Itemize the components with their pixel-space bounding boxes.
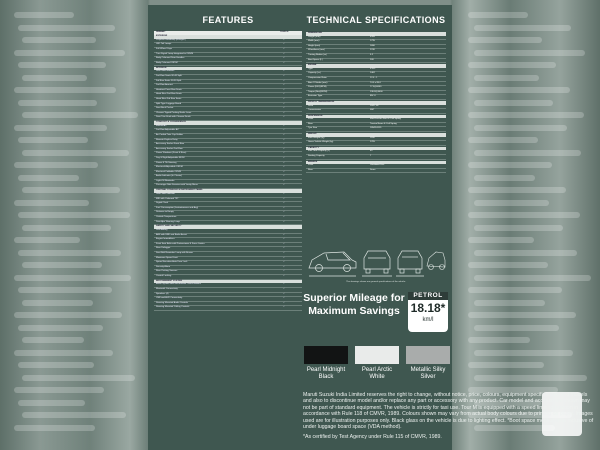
feature-availability: ✓ bbox=[283, 202, 285, 205]
blurred-line bbox=[18, 100, 97, 106]
feature-availability: ✓ bbox=[283, 261, 285, 264]
spec-row bbox=[306, 141, 446, 146]
blurred-line bbox=[474, 350, 573, 356]
swatch-chip bbox=[304, 346, 348, 364]
feature-name: Door Ajar Warning Lamp bbox=[156, 220, 180, 223]
spec-value: 45 bbox=[370, 150, 373, 153]
feature-availability: ✓ bbox=[283, 138, 285, 141]
blurred-line bbox=[18, 212, 130, 218]
blurred-line bbox=[14, 425, 95, 431]
feature-row bbox=[154, 116, 302, 121]
spec-name: Type bbox=[308, 67, 313, 70]
blurred-line bbox=[468, 87, 570, 93]
blurred-line bbox=[468, 262, 548, 268]
mileage-value: 18.18* bbox=[410, 301, 446, 315]
rear-view-drawing bbox=[396, 251, 424, 276]
swatch-label-line1: Metallic Silky bbox=[410, 367, 446, 373]
feature-name: ABS with EBD and Brake Assist bbox=[156, 233, 187, 236]
feature-availability: ✓ bbox=[283, 84, 285, 87]
feature-availability: ✓ bbox=[283, 161, 285, 164]
feature-availability: ✓ bbox=[283, 274, 285, 277]
feature-availability: ✓ bbox=[283, 179, 285, 182]
blurred-line bbox=[468, 112, 584, 118]
feature-availability: ✓ bbox=[283, 102, 285, 105]
swatch-label bbox=[406, 367, 450, 381]
spec-row bbox=[306, 169, 446, 174]
feature-availability: ✓ bbox=[283, 70, 285, 73]
spec-value: Ventilated Disc bbox=[370, 164, 385, 167]
spec-value: 1690 bbox=[370, 44, 375, 47]
blurred-line bbox=[474, 200, 549, 206]
feature-availability: ✓ bbox=[283, 215, 285, 218]
blurred-line bbox=[468, 137, 538, 143]
feature-availability: ✓ bbox=[283, 301, 285, 304]
feature-availability: ✓ bbox=[283, 52, 285, 55]
blurred-line bbox=[14, 125, 107, 131]
spec-value: 1180 bbox=[370, 136, 375, 139]
mileage-unit: km/l bbox=[422, 317, 434, 323]
fuel-type-label: PETROL bbox=[408, 292, 448, 300]
feature-availability: ✓ bbox=[283, 175, 285, 178]
spec-row bbox=[306, 155, 446, 160]
feature-availability: ✓ bbox=[283, 124, 285, 127]
swatch-chip bbox=[355, 346, 399, 364]
blurred-line bbox=[474, 50, 585, 56]
feature-availability: ✓ bbox=[283, 88, 285, 91]
spec-section-title: DRIVE & TRANSMISSION bbox=[306, 101, 446, 105]
swatch-label-line1: Pearl Midnight bbox=[306, 367, 346, 373]
disclaimer-text: Maruti Suzuki India Limited reserves the right to change, without notice, price, colours, equipment specifications and models and also to discontinue model and/or replace any part or accessory with any product. Car model and accessories shown may not be part of standard equipment. The vehicle is strictly for taxi use. Tour M is equipped with a speed limiting function in accordance with Rule 118 of CMVR, 1989. Colours shown may vary from actual body colours due to printing on paper. Images used are for illustration purposes only. Black glass on the vehicle is due to lighting effect. *Boot space mentioned is inclusive of under luggage board space (VDA method). bbox=[303, 392, 594, 431]
blurred-line bbox=[18, 137, 88, 143]
feature-name: Power & Tilt Steering bbox=[156, 161, 177, 164]
blurred-line bbox=[474, 250, 577, 256]
certification-footnote: *As certified by Test Agency under Rule 115 of CMVR, 1989. bbox=[303, 434, 442, 440]
spec-section-title: ENGINE bbox=[306, 64, 446, 68]
feature-availability: ✓ bbox=[283, 48, 285, 51]
feature-name: Body Coloured Door Handles bbox=[156, 57, 185, 60]
feature-name: Seat Belt Reminder Lamp with Buzzer bbox=[156, 251, 193, 254]
spec-name: Rear bbox=[308, 168, 313, 171]
feature-availability: ✓ bbox=[283, 233, 285, 236]
spec-value: 1462 bbox=[370, 72, 375, 75]
feature-name: Chrome Tipped Parking Brake Lever bbox=[156, 111, 192, 114]
spec-name: Power (kW@RPM) bbox=[308, 86, 327, 89]
swatch-label-line1: Pearl Arctic bbox=[361, 367, 393, 373]
tour-m-header: TOUR M bbox=[279, 31, 289, 34]
vehicle-dimension-drawings bbox=[306, 238, 446, 280]
feature-name: 2nd Row Armrest bbox=[156, 84, 173, 87]
feature-name: Turn Signal Lamp Integrated in ORVM bbox=[156, 52, 194, 55]
blurred-line bbox=[14, 237, 80, 243]
feature-name: Head Rest 2nd Row Seats bbox=[156, 93, 182, 96]
spec-value: MacPherson Strut & Coil Spring bbox=[370, 118, 401, 121]
swatch-label bbox=[304, 367, 348, 381]
blurred-line bbox=[14, 312, 122, 318]
blurred-line bbox=[474, 275, 591, 281]
spec-name: Height (mm) bbox=[308, 44, 321, 47]
feature-name: Steering Mounted Audio Controls bbox=[156, 301, 189, 304]
feature-row bbox=[154, 62, 302, 67]
spec-name: Emission Type bbox=[308, 95, 323, 98]
spec-value: 12.0 : 1 bbox=[370, 76, 378, 79]
blurred-line bbox=[18, 175, 79, 181]
feature-name: Body Coloured ORVM bbox=[156, 61, 178, 64]
features-section-title: SAFETY AND SECURITY bbox=[154, 225, 302, 229]
blurred-line bbox=[18, 325, 103, 331]
tech-specs-table bbox=[306, 31, 446, 173]
features-table-header bbox=[154, 31, 302, 35]
feature-name: Bluetooth Connectivity bbox=[156, 288, 178, 291]
features-section-title: INTERIOR bbox=[154, 67, 302, 71]
spec-section-title: CAPACITY bbox=[306, 147, 446, 151]
feature-name: Digital Clock bbox=[156, 202, 169, 205]
feature-name: Remote Keyless Entry bbox=[156, 138, 178, 141]
features-table bbox=[154, 31, 302, 311]
spec-name: Kerb Weight (kg) bbox=[308, 136, 325, 139]
feature-availability: ✓ bbox=[283, 61, 285, 64]
blurred-line bbox=[22, 150, 129, 156]
blurred-line bbox=[468, 237, 534, 243]
features-section-title: INFOTAINMENT SYSTEM bbox=[154, 280, 302, 284]
blurred-line bbox=[468, 362, 544, 368]
feature-name: Power Windows (Front & Rear) bbox=[156, 152, 187, 155]
blurred-line bbox=[468, 187, 566, 193]
feature-availability: ✓ bbox=[283, 292, 285, 295]
blurred-line bbox=[474, 325, 559, 331]
feature-name: Seat Back Pocket bbox=[156, 107, 174, 110]
blurred-line bbox=[474, 225, 563, 231]
feature-name: 2nd Row Adjustable AC bbox=[156, 129, 179, 132]
blurred-line bbox=[474, 375, 587, 381]
feature-availability: ✓ bbox=[283, 156, 285, 159]
spec-section-title: BRAKES bbox=[306, 161, 446, 165]
feature-name: USB and AUX Connectivity bbox=[156, 297, 183, 300]
blurred-line bbox=[18, 62, 106, 68]
feature-availability: ✓ bbox=[283, 256, 285, 259]
feature-name: 2nd Row Seats 60:40 Split bbox=[156, 74, 182, 77]
feature-name: Rear Defogger bbox=[156, 247, 171, 250]
blurred-line bbox=[14, 87, 116, 93]
spec-name: Wheelbase (mm) bbox=[308, 49, 325, 52]
feature-availability: ✓ bbox=[283, 229, 285, 232]
feature-name: Projector Headlamp (Halogen) bbox=[156, 38, 186, 41]
spec-value: 7 bbox=[370, 155, 372, 158]
feature-name: Audio System with Electrostatic Touch Buttons bbox=[156, 283, 201, 286]
features-section-title: EXTERIOR bbox=[154, 35, 302, 39]
blurred-line bbox=[474, 175, 535, 181]
blurred-line bbox=[468, 12, 528, 18]
spec-value: 4395 bbox=[370, 35, 375, 38]
spec-value: Torsion Beam & Coil Spring bbox=[370, 122, 397, 125]
spec-name: Turning Radius (m) bbox=[308, 53, 327, 56]
blurred-line bbox=[18, 362, 94, 368]
blurred-left-margin bbox=[0, 0, 150, 450]
spec-name: Width (mm) bbox=[308, 40, 320, 43]
feature-availability: ✓ bbox=[283, 129, 285, 132]
feature-availability: ✓ bbox=[283, 238, 285, 241]
blurred-line bbox=[22, 300, 93, 306]
blurred-line bbox=[14, 12, 74, 18]
blurred-line bbox=[14, 387, 104, 393]
spec-row bbox=[306, 109, 446, 114]
swatch-chip bbox=[406, 346, 450, 364]
feature-name: Day & Night Adjustable IRVM bbox=[156, 156, 185, 159]
spec-name: Seating Capacity bbox=[308, 155, 325, 158]
features-section-title: COMFORT & CONVENIENCE bbox=[154, 121, 302, 125]
feature-name: Passenger Side Sunvisor with Vanity Mirror bbox=[156, 184, 198, 187]
blurred-line bbox=[14, 200, 89, 206]
feature-availability: ✓ bbox=[283, 116, 285, 119]
mileage-badge bbox=[408, 292, 448, 332]
swatch-label bbox=[355, 367, 399, 381]
side-view-drawing bbox=[309, 252, 356, 276]
feature-name: Headrest Front Row Seats bbox=[156, 88, 182, 91]
mileage-title bbox=[300, 292, 408, 318]
feature-name: Dual Tone Interiors bbox=[156, 70, 175, 73]
feature-name: Distance to Empty bbox=[156, 211, 174, 214]
blurred-line bbox=[22, 75, 87, 81]
feature-availability: ✓ bbox=[283, 166, 285, 169]
tech-specs-heading: TECHNICAL SPECIFICATIONS bbox=[306, 15, 446, 25]
blurred-line bbox=[22, 187, 120, 193]
feature-name: Air Cooled Twin Cup Holder bbox=[156, 133, 183, 136]
front-view-drawing bbox=[362, 251, 392, 276]
feature-name: Electrical Foldable ORVM bbox=[156, 170, 182, 173]
blurred-line bbox=[14, 350, 113, 356]
feature-availability: ✓ bbox=[283, 43, 285, 46]
feature-availability: ✓ bbox=[283, 270, 285, 273]
spec-name: Rear bbox=[308, 122, 313, 125]
spec-name: Length (mm) bbox=[308, 35, 321, 38]
spec-name: Compression Ratio bbox=[308, 76, 327, 79]
blurred-line bbox=[468, 287, 562, 293]
feature-availability: ✓ bbox=[283, 242, 285, 245]
feature-name: Head Rest 3rd Row Seats bbox=[156, 97, 182, 100]
feature-name: Accessory Socket Front Row bbox=[156, 143, 185, 146]
spec-name: Boot Space (L) bbox=[308, 58, 323, 61]
feature-name: Fuel Consumption (Instantaneous and Avg) bbox=[156, 206, 199, 209]
spec-value: 74.0 x 85.0 bbox=[370, 81, 381, 84]
feature-availability: ✓ bbox=[283, 306, 285, 309]
feature-name: Accessory Socket 2nd Row bbox=[156, 147, 183, 150]
feature-name: Maximum Speed Limit bbox=[156, 256, 178, 259]
feature-name: 3rd Row Seats 50:50 Split bbox=[156, 79, 182, 82]
blurred-line bbox=[18, 287, 112, 293]
colour-swatch-white bbox=[355, 346, 399, 381]
feature-availability: ✓ bbox=[283, 211, 285, 214]
blurred-line bbox=[468, 312, 576, 318]
feature-availability: ✓ bbox=[283, 197, 285, 200]
blurred-line bbox=[22, 37, 96, 43]
blurred-line bbox=[474, 150, 581, 156]
blurred-line bbox=[474, 100, 553, 106]
feature-availability: ✓ bbox=[283, 220, 285, 223]
blurred-line bbox=[468, 337, 530, 343]
feature-availability: ✓ bbox=[283, 283, 285, 286]
feature-availability: ✓ bbox=[283, 184, 285, 187]
feature-name: Dual Airbag bbox=[156, 229, 168, 232]
feature-availability: ✓ bbox=[283, 147, 285, 150]
feature-name: Speed Sensitive Auto Door Lock bbox=[156, 261, 188, 264]
spec-value: 185/65 R15 bbox=[370, 127, 382, 130]
feature-availability: ✓ bbox=[283, 206, 285, 209]
spec-section-title: DIMENSIONS bbox=[306, 32, 446, 36]
feature-row bbox=[154, 275, 302, 280]
spec-name: Front bbox=[308, 164, 314, 167]
blurred-line bbox=[474, 125, 567, 131]
feature-availability: ✓ bbox=[283, 111, 285, 114]
spec-value: 1735 bbox=[370, 40, 375, 43]
swatch-label-line2: Black bbox=[318, 374, 334, 380]
spec-section-title: SUSPENSION bbox=[306, 115, 446, 119]
blurred-right-margin bbox=[450, 0, 600, 450]
spec-value: 2740 bbox=[370, 49, 375, 52]
drawing-note: The drawings shown are general specifications of the vehicle. bbox=[346, 281, 406, 283]
feature-name: Light-Off Reminder bbox=[156, 179, 175, 182]
feature-name: Gear Shift Indicator bbox=[156, 192, 175, 195]
feature-availability: ✓ bbox=[283, 251, 285, 254]
feature-availability: ✓ bbox=[283, 93, 285, 96]
feature-availability: ✓ bbox=[283, 288, 285, 291]
spec-row bbox=[306, 127, 446, 132]
blurred-line bbox=[14, 275, 131, 281]
blurred-line bbox=[18, 400, 85, 406]
feature-name: LED Tail Lamps bbox=[156, 43, 172, 46]
variant-header: VARIANT bbox=[156, 31, 166, 34]
spec-name: Transmission bbox=[308, 109, 321, 112]
blurred-line bbox=[22, 375, 135, 381]
feature-availability: ✓ bbox=[283, 79, 285, 82]
colour-swatch-silver bbox=[406, 346, 450, 381]
spec-name: Tyre Size bbox=[308, 127, 318, 130]
feature-name: Door Trim Knob with Chrome Finish bbox=[156, 116, 191, 119]
feature-availability: ✓ bbox=[283, 107, 285, 110]
mileage-title-line2: Maximum Savings bbox=[308, 305, 400, 317]
blurred-line bbox=[474, 75, 539, 81]
spec-name: Gross Vehicle Weight (kg) bbox=[308, 141, 334, 144]
spec-name: Torque (Nm@RPM) bbox=[308, 90, 328, 93]
feature-availability: ✓ bbox=[283, 192, 285, 195]
spec-value: 1765 bbox=[370, 141, 375, 144]
feature-name: Central Locking bbox=[156, 274, 172, 277]
spec-value: 5MT bbox=[370, 109, 375, 112]
three-quarter-view-drawing bbox=[427, 252, 445, 270]
feature-name: Steering Mounted Calling Controls bbox=[156, 306, 190, 309]
feature-availability: ✓ bbox=[283, 152, 285, 155]
blurred-line bbox=[14, 162, 98, 168]
swatch-label-line2: White bbox=[369, 374, 385, 380]
features-section-title: CENTRAL CONSOLE & INSTRUMENT PANEL bbox=[154, 189, 302, 193]
mileage-title-line1: Superior Mileage for bbox=[303, 292, 405, 304]
spec-row bbox=[306, 59, 446, 64]
blurred-line bbox=[474, 300, 545, 306]
feature-availability: ✓ bbox=[283, 247, 285, 250]
feature-availability: ✓ bbox=[283, 97, 285, 100]
spec-name: Front bbox=[308, 118, 314, 121]
features-heading: FEATURES bbox=[202, 15, 254, 25]
feature-name: Audio Indicator (In Cluster) bbox=[156, 175, 183, 178]
spec-name: Fuel Tank Capacity (L) bbox=[308, 150, 330, 153]
blurred-line bbox=[22, 112, 138, 118]
feature-availability: ✓ bbox=[283, 265, 285, 268]
spec-value: 136.8@4400 bbox=[370, 90, 383, 93]
spec-value: BS VI bbox=[370, 95, 376, 98]
blurred-line bbox=[14, 50, 125, 56]
colour-swatch-black bbox=[304, 346, 348, 381]
spec-row bbox=[306, 95, 446, 100]
feature-name: Electrical Adjustable ORVM bbox=[156, 166, 183, 169]
blurred-line bbox=[18, 250, 121, 256]
blurred-line bbox=[18, 25, 115, 31]
spec-value: 2WD, FF bbox=[370, 104, 379, 107]
spec-value: Drum bbox=[370, 168, 376, 171]
spec-value: 77.0@6000 bbox=[370, 86, 382, 89]
spec-value: 5.2 bbox=[370, 53, 374, 56]
feature-name: MID with Coloured TFT bbox=[156, 197, 179, 200]
blurred-line bbox=[474, 25, 571, 31]
feature-name: Full Wheel Caps bbox=[156, 48, 173, 51]
feature-availability: ✓ bbox=[283, 297, 285, 300]
feature-availability: ✓ bbox=[283, 74, 285, 77]
spec-value: 209 bbox=[370, 58, 374, 61]
feature-name: Engine Immobilizer bbox=[156, 238, 175, 241]
blurred-line bbox=[22, 412, 126, 418]
feature-row bbox=[154, 306, 302, 311]
blurred-line bbox=[468, 162, 552, 168]
feature-availability: ✓ bbox=[283, 143, 285, 146]
feature-availability: ✓ bbox=[283, 133, 285, 136]
feature-name: Split Type Luggage Board bbox=[156, 102, 182, 105]
feature-name: Outside Temperature bbox=[156, 215, 177, 218]
feature-name: Rear Parking Sensors bbox=[156, 270, 178, 273]
feature-name: Manual AC bbox=[156, 124, 167, 127]
blurred-line bbox=[22, 225, 111, 231]
blurred-line bbox=[468, 37, 542, 43]
blurred-line bbox=[468, 62, 556, 68]
spec-name: Capacity (cc) bbox=[308, 72, 321, 75]
spec-name: Drive bbox=[308, 104, 314, 107]
spec-value: K15C bbox=[370, 67, 376, 70]
spec-name: Bore X Stroke (mm) bbox=[308, 81, 328, 84]
spec-section-title: WEIGHT bbox=[306, 133, 446, 137]
feature-availability: ✓ bbox=[283, 57, 285, 60]
blurred-line bbox=[22, 337, 84, 343]
feature-name: Front Seat Belts with Pretensioner & Force Limiter bbox=[156, 242, 205, 245]
feature-name: Speakers (4) bbox=[156, 292, 169, 295]
blurred-line bbox=[468, 212, 580, 218]
blurred-line bbox=[22, 262, 102, 268]
feature-name: Security Alarm bbox=[156, 265, 171, 268]
feature-availability: ✓ bbox=[283, 38, 285, 41]
colour-swatches bbox=[304, 346, 450, 386]
swatch-label-line2: Silver bbox=[420, 374, 436, 380]
feature-availability: ✓ bbox=[283, 170, 285, 173]
